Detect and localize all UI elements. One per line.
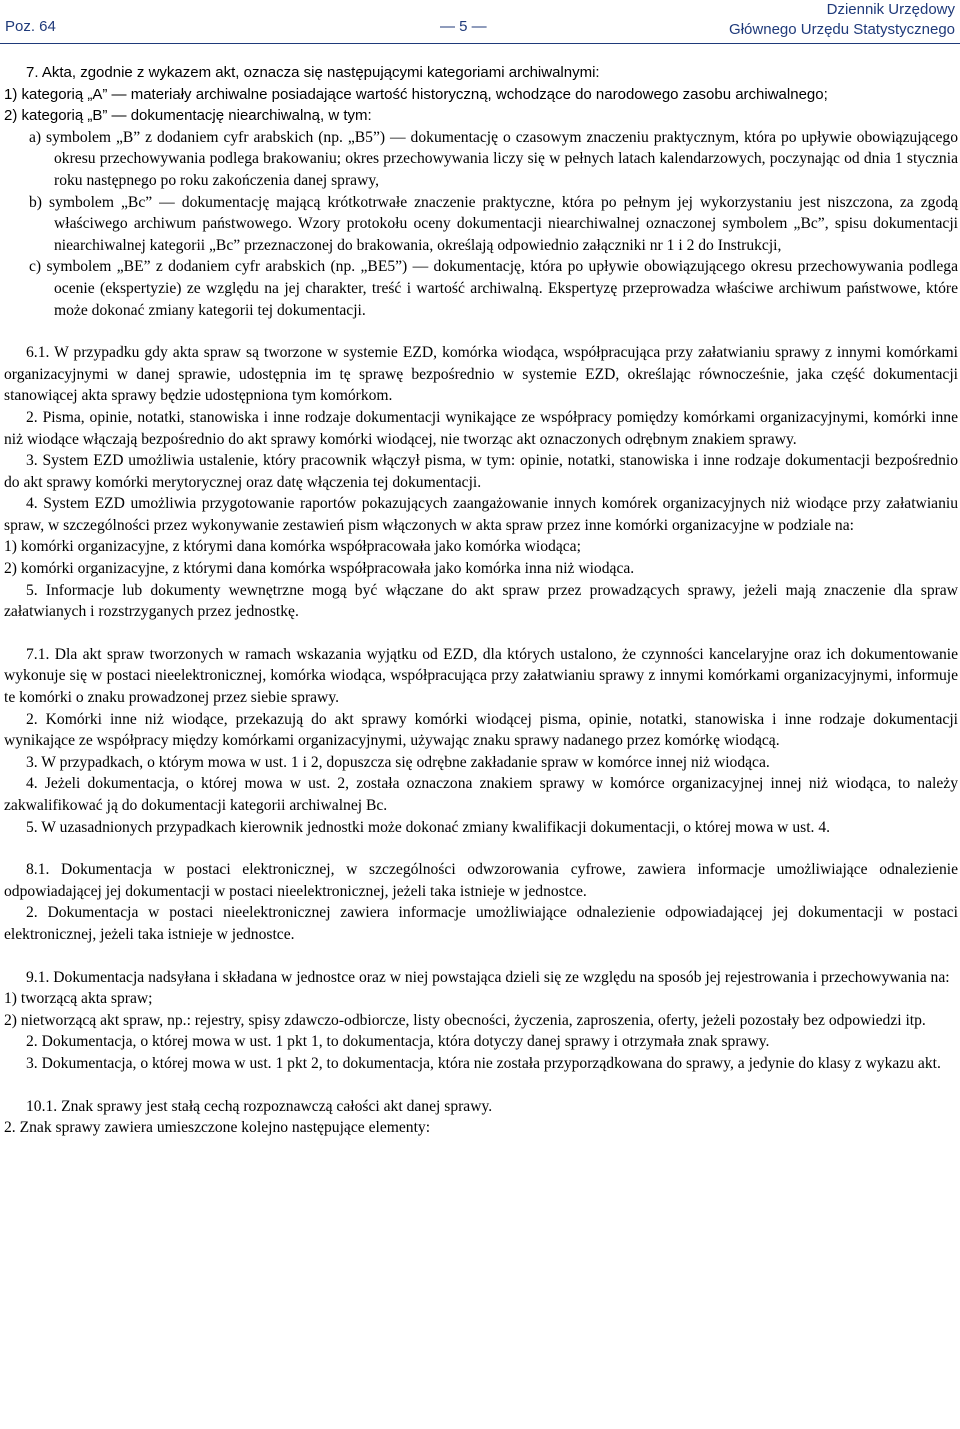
paragraph-6-4-item-2: 2) komórki organizacyjne, z którymi dana komórka współpracowała jako komórka inna niż wiodąca.: [4, 560, 635, 578]
paragraph-7-3: 3. W przypadkach, o którym mowa w ust. 1 i 2, dopuszcza się odrębne zakładanie spraw w komórce innej niż wiodąca.: [26, 753, 770, 771]
paragraph-6-1: 6.1. W przypadku gdy akta spraw są tworzone w systemie EZD, komórka wiodąca, współpracująca przy załatwianiu sprawy z innymi komórkami organizacyjnymi w danej sprawie, udostępnia im tę sprawę bezpośrednio w systemie EZD, określając równocześnie, jaka część dokumentacji stanowiącej akta sprawy będzie udostępniona tym komórkom.: [4, 344, 958, 405]
category-b-subitem-c: c) symbolem „BE” z dodaniem cyfr arabskich (np. „BE5”) — dokumentację, która po upływie obowiązującego okresu przechowywania podlega ocenie (ekspertyzie) ze względu na jej charakter, treść i wartość archiwalną. Ekspertyzę przeprowadza właściwe archiwum państwowe, które może dokonać zmiany kategorii tej dokumentacji.: [29, 258, 958, 319]
category-b-item: 2) kategorią „B” — dokumentację niearchiwalną, w tym:: [4, 107, 372, 125]
section-7-intro: 7. Akta, zgodnie z wykazem akt, oznacza się następującymi kategoriami archiwalnymi:: [26, 64, 600, 81]
journal-title-line2: Głównego Urzędu Statystycznego: [729, 21, 955, 38]
paragraph-10-2: 2. Znak sprawy zawiera umieszczone kolejno następujące elementy:: [4, 1119, 431, 1137]
journal-title: [729, 0, 955, 40]
page-header: [0, 0, 960, 50]
paragraph-9-2: 2. Dokumentacja, o której mowa w ust. 1 pkt 1, to dokumentacja, która dotyczy danej sprawy i otrzymała znak sprawy.: [26, 1033, 770, 1051]
document-body: [4, 62, 958, 1139]
paragraph-6-4-item-1: 1) komórki organizacyjne, z którymi dana komórka współpracowała jako komórka wiodąca;: [4, 538, 581, 556]
paragraph-6-3: 3. System EZD umożliwia ustalenie, który pracownik włączył pisma, w tym: opinie, notatki, stanowiska i inne rodzaje dokumentacji bezpośrednio do akt sprawy komórki merytorycznej oraz datę włączenia tej dokumentacji.: [4, 452, 958, 491]
page-number: — 5 —: [440, 18, 487, 35]
paragraph-7-2: 2. Komórki inne niż wiodące, przekazują do akt sprawy komórki wiodącej pisma, opinie, notatki, stanowiska i inne rodzaje dokumentacji wynikające ze współpracy między komórkami organizacyjnymi, używając znaku sprawy nadanego przez komórkę wiodącą.: [4, 710, 958, 750]
category-b-subitem-a: a) symbolem „B” z dodaniem cyfr arabskich (np. „B5”) — dokumentację o czasowym znaczeniu praktycznym, która po upływie obowiązującego okresu przechowywania podlega brakowaniu; okres przechowywania liczy się w pełnych latach kalendarzowych, poczynając od dnia 1 stycznia roku następnego po roku zakończenia danej sprawy,: [29, 128, 958, 189]
category-a-item: 1) kategorią „A” — materiały archiwalne posiadające wartość historyczną, wchodzące do narodowego zasobu archiwalnego;: [4, 85, 828, 103]
paragraph-7-1: 7.1. Dla akt spraw tworzonych w ramach wskazania wyjątku od EZD, dla których ustalono, że czynności kancelaryjne oraz ich dokumentowanie wykonuje się w postaci nieelektronicznej, komórka wiodąca, współpracująca przy załatwianiu sprawy z innymi komórkami organizacyjnymi, informuje te komórki o znaku prowadzonej przez siebie sprawy.: [4, 645, 958, 707]
category-b-subitem-b: b) symbolem „Bc” — dokumentację mającą krótkotrwałe znaczenie praktyczne, która po pełnym jej wykorzystaniu jest niszczona, za zgodą właściwego archiwum państwowego. Wzory protokołu oceny dokumentacji niearchiwalnej oznaczonej symbolem „Bc”, spisu dokumentacji niearchiwalnej kategorii „Bc” przeznaczonej do brakowania, określają odpowiednio załączniki nr 1 i 2 do Instrukcji,: [29, 193, 958, 254]
paragraph-6-4: 4. System EZD umożliwia przygotowanie raportów pokazujących zaangażowanie innych komórek organizacyjnych niż wiodące przy załatwianiu spraw, w szczególności przez wykonywanie zestawień pism włączonych w akta spraw przez inne komórki organizacyjne w podziale na:: [4, 495, 958, 534]
paragraph-7-4: 4. Jeżeli dokumentacja, o której mowa w ust. 2, została oznaczona znakiem sprawy w komórce organizacyjnej innej niż wiodąca, to należy zakwalifikować ją do dokumentacji kategorii archiwalnej Bc.: [4, 775, 958, 814]
header-rule: [0, 43, 960, 44]
paragraph-10-1: 10.1. Znak sprawy jest stałą cechą rozpoznawczą całości akt danej sprawy.: [26, 1097, 493, 1115]
paragraph-6-2: 2. Pisma, opinie, notatki, stanowiska i inne rodzaje dokumentacji wynikające ze współpracy pomiędzy komórkami organizacyjnymi, komórki inne niż wiodące włączają bezpośrednio do akt sprawy komórki wiodącej, nie tworząc akt oznaczonych odrębnym znakiem sprawy.: [4, 408, 958, 448]
paragraph-8-2: 2. Dokumentacja w postaci nieelektronicznej zawiera informacje umożliwiające odnalezienie odpowiadającej jej dokumentacji w postaci elektronicznej, jeżeli taka istnieje w jednostce.: [4, 904, 958, 943]
paragraph-9-1-item-1: 1) tworzącą akta spraw;: [4, 990, 153, 1008]
paragraph-7-5: 5. W uzasadnionych przypadkach kierownik jednostki może dokonać zmiany kwalifikacji dokumentacji, o której mowa w ust. 4.: [26, 818, 831, 836]
paragraph-9-1: 9.1. Dokumentacja nadsyłana i składana w jednostce oraz w niej powstająca dzieli się ze względu na sposób jej rejestrowania i przechowywania na:: [26, 968, 950, 986]
paragraph-6-5: 5. Informacje lub dokumenty wewnętrzne mogą być włączane do akt spraw przez prowadzących sprawy, jeżeli mają znaczenie dla spraw załatwianych i rozstrzyganych przez jednostkę.: [4, 581, 958, 621]
journal-title-line1: Dziennik Urzędowy: [826, 1, 955, 18]
paragraph-9-1-item-2: 2) nietworzącą akt spraw, np.: rejestry, spisy zdawczo-odbiorcze, listy obecności, życzenia, zaproszenia, oferty, jeżeli pozostały bez odpowiedzi itp.: [4, 1011, 926, 1029]
paragraph-9-3: 3. Dokumentacja, o której mowa w ust. 1 pkt 2, to dokumentacja, która nie została przyporządkowana do sprawy, a jedynie do klasy z wykazu akt.: [26, 1054, 941, 1072]
position-label: Poz. 64: [5, 18, 56, 35]
paragraph-8-1: 8.1. Dokumentacja w postaci elektronicznej, w szczególności odwzorowania cyfrowe, zawiera informacje umożliwiające odnalezienie odpowiadającej jej dokumentacji w postaci nieelektronicznej, jeżeli taka istnieje w jednostce.: [4, 861, 958, 900]
